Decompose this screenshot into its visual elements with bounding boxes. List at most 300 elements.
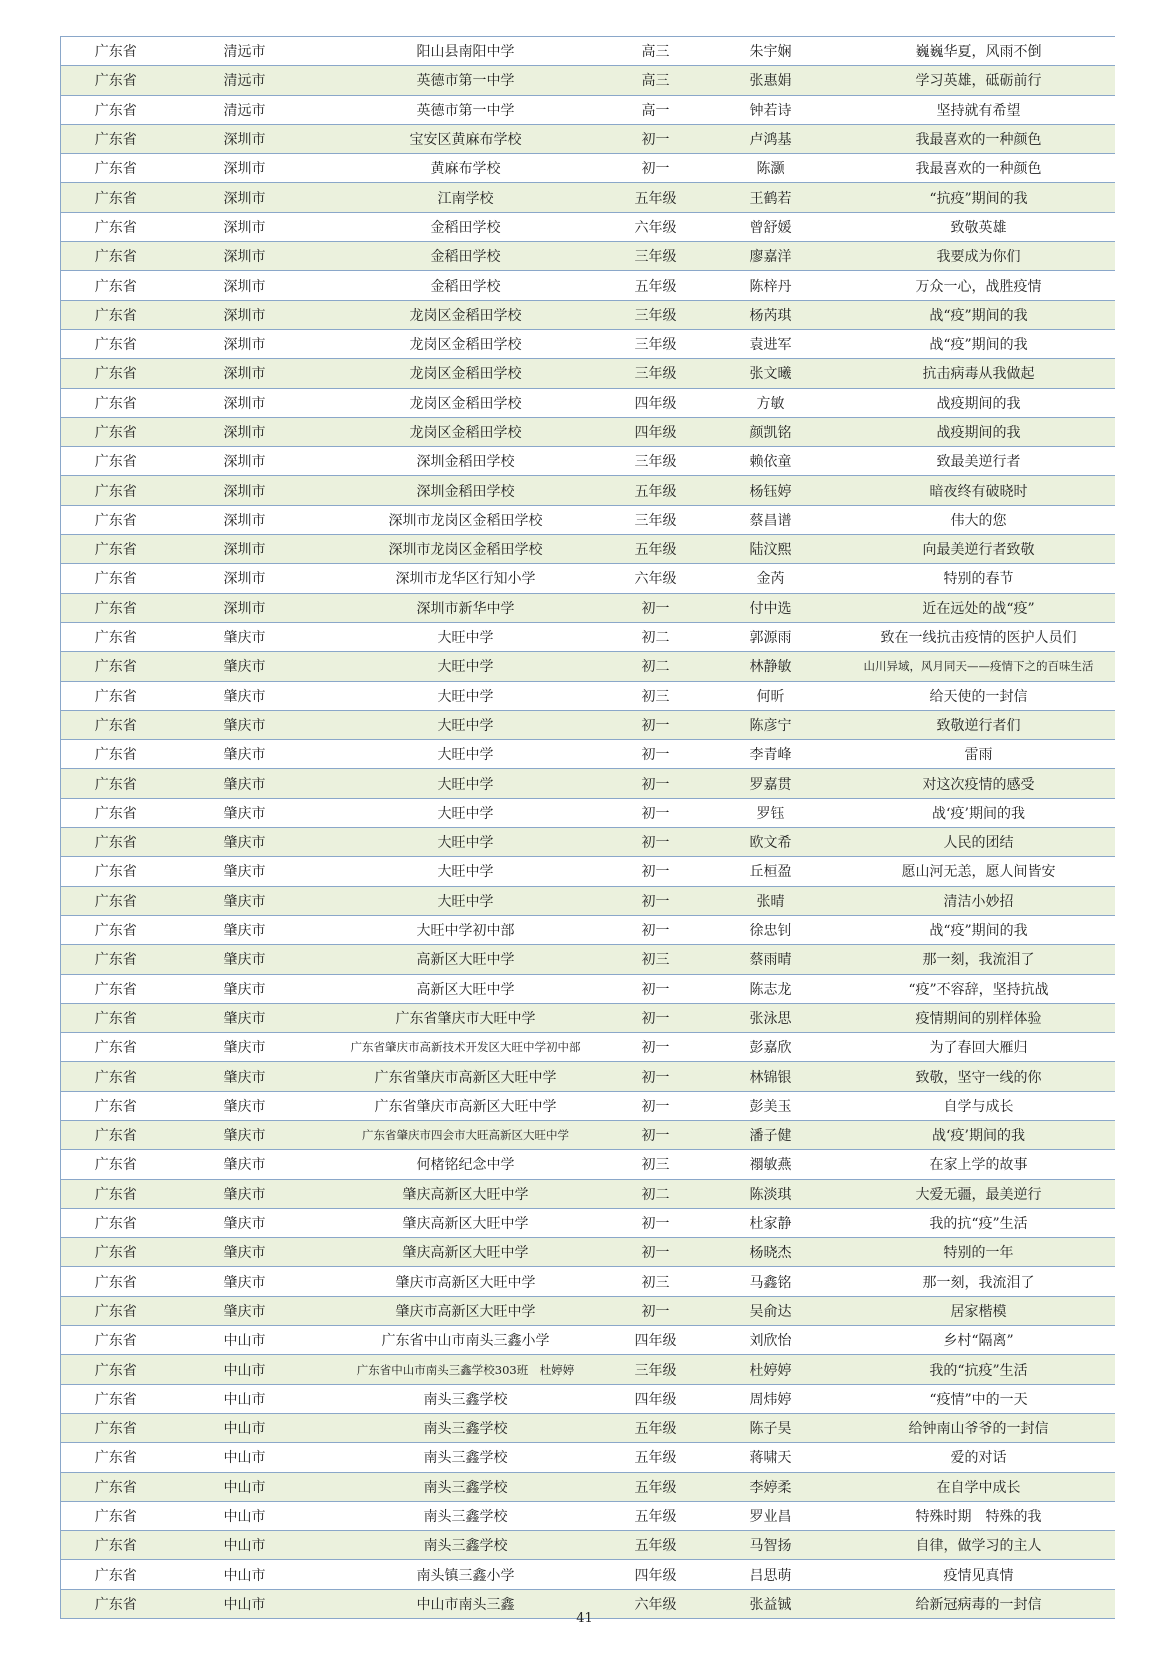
city-cell: 清远市 [171,37,319,66]
essay-title-cell: 大爱无疆，最美逆行 [843,1179,1115,1208]
student-name-cell: 郭源雨 [699,622,843,651]
city-cell: 深圳市 [171,447,319,476]
grade-cell: 四年级 [613,1326,699,1355]
city-cell: 中山市 [171,1413,319,1442]
essay-title-cell: 暗夜终有破晓时 [843,476,1115,505]
school-cell: 肇庆高新区大旺中学 [319,1238,613,1267]
city-cell: 深圳市 [171,212,319,241]
student-name-cell: 杨钰婷 [699,476,843,505]
city-cell: 深圳市 [171,329,319,358]
essay-title-cell: 那一刻，我流泪了 [843,1267,1115,1296]
student-name-cell: 蒋啸天 [699,1443,843,1472]
province-cell: 广东省 [61,1091,171,1120]
province-cell: 广东省 [61,1384,171,1413]
table-row [61,652,1115,681]
student-name-cell: 杨芮琪 [699,300,843,329]
essay-title-cell: 致敬英雄 [843,212,1115,241]
city-cell: 中山市 [171,1355,319,1384]
school-cell: 大旺中学 [319,886,613,915]
student-name-cell: 陈淡琪 [699,1179,843,1208]
school-cell: 宝安区黄麻布学校 [319,124,613,153]
city-cell: 肇庆市 [171,1208,319,1237]
city-cell: 中山市 [171,1531,319,1560]
grade-cell: 五年级 [613,1531,699,1560]
province-cell: 广东省 [61,242,171,271]
city-cell: 肇庆市 [171,1062,319,1091]
school-cell: 英德市第一中学 [319,66,613,95]
school-cell: 大旺中学 [319,681,613,710]
table-row [61,417,1115,446]
city-cell: 深圳市 [171,535,319,564]
school-cell: 深圳市龙岗区金稻田学校 [319,535,613,564]
essay-title-cell: 为了春回大雁归 [843,1033,1115,1062]
grade-cell: 初一 [613,1003,699,1032]
school-cell: 中山市南头三鑫 [319,1589,613,1618]
school-cell: 大旺中学 [319,828,613,857]
province-cell: 广东省 [61,769,171,798]
province-cell: 广东省 [61,476,171,505]
essay-title-cell: 学习英雄，砥砺前行 [843,66,1115,95]
student-name-cell: 赖依童 [699,447,843,476]
essay-title-cell: 乡村“隔离” [843,1326,1115,1355]
city-cell: 肇庆市 [171,740,319,769]
school-cell: 金稻田学校 [319,271,613,300]
province-cell: 广东省 [61,945,171,974]
table-body [61,37,1115,1619]
student-name-cell: 付中选 [699,593,843,622]
province-cell: 广东省 [61,1443,171,1472]
grade-cell: 四年级 [613,388,699,417]
school-cell: 大旺中学 [319,857,613,886]
student-name-cell: 刘欣怡 [699,1326,843,1355]
table-row [61,1413,1115,1442]
table-row [61,1062,1115,1091]
province-cell: 广东省 [61,37,171,66]
province-cell: 广东省 [61,886,171,915]
province-cell: 广东省 [61,1033,171,1062]
essay-title-cell: 向最美逆行者致敬 [843,535,1115,564]
province-cell: 广东省 [61,1003,171,1032]
student-name-cell: 张泳思 [699,1003,843,1032]
table-row [61,505,1115,534]
table-row [61,271,1115,300]
grade-cell: 四年级 [613,1384,699,1413]
student-name-cell: 袁进军 [699,329,843,358]
grade-cell: 初三 [613,1267,699,1296]
table-row [61,681,1115,710]
province-cell: 广东省 [61,154,171,183]
table-row [61,1150,1115,1179]
essay-title-cell: 特殊时期 特殊的我 [843,1501,1115,1530]
province-cell: 广东省 [61,1501,171,1530]
essay-title-cell: 致敬，坚守一线的你 [843,1062,1115,1091]
table-row [61,1238,1115,1267]
city-cell: 深圳市 [171,505,319,534]
grade-cell: 三年级 [613,505,699,534]
province-cell: 广东省 [61,505,171,534]
grade-cell: 六年级 [613,212,699,241]
grade-cell: 五年级 [613,535,699,564]
province-cell: 广东省 [61,1326,171,1355]
grade-cell: 初一 [613,886,699,915]
essay-title-cell: 战‘疫’期间的我 [843,1120,1115,1149]
student-name-cell: 杜家静 [699,1208,843,1237]
city-cell: 肇庆市 [171,945,319,974]
essay-title-cell: “疫情”中的一天 [843,1384,1115,1413]
essay-title-cell: 战“疫”期间的我 [843,300,1115,329]
grade-cell: 初一 [613,1238,699,1267]
student-name-cell: 张惠娟 [699,66,843,95]
grade-cell: 高三 [613,66,699,95]
province-cell: 广东省 [61,915,171,944]
school-cell: 大旺中学 [319,769,613,798]
grade-cell: 初一 [613,1208,699,1237]
grade-cell: 初一 [613,740,699,769]
essay-title-cell: 自律，做学习的主人 [843,1531,1115,1560]
table-row [61,769,1115,798]
essay-title-cell: 特别的一年 [843,1238,1115,1267]
school-cell: 南头三鑫学校 [319,1413,613,1442]
province-cell: 广东省 [61,271,171,300]
school-cell: 广东省肇庆市大旺中学 [319,1003,613,1032]
grade-cell: 初一 [613,154,699,183]
grade-cell: 初二 [613,652,699,681]
essay-title-cell: 特别的春节 [843,564,1115,593]
essay-title-cell: 万众一心，战胜疫情 [843,271,1115,300]
grade-cell: 三年级 [613,329,699,358]
table-row [61,183,1115,212]
school-cell: 大旺中学 [319,710,613,739]
essay-title-cell: “疫”不容辞，坚持抗战 [843,974,1115,1003]
student-name-cell: 颜凯铭 [699,417,843,446]
table-row [61,622,1115,651]
school-cell: 广东省肇庆市高新区大旺中学 [319,1062,613,1091]
student-name-cell: 欧文希 [699,828,843,857]
city-cell: 中山市 [171,1589,319,1618]
student-name-cell: 蔡昌谱 [699,505,843,534]
school-cell: 深圳金稻田学校 [319,476,613,505]
table-row [61,124,1115,153]
essay-title-cell: 抗击病毒从我做起 [843,359,1115,388]
school-cell: 广东省肇庆市高新区大旺中学 [319,1091,613,1120]
province-cell: 广东省 [61,535,171,564]
student-name-cell: 王鹤若 [699,183,843,212]
essay-title-cell: 巍巍华夏，风雨不倒 [843,37,1115,66]
essay-title-cell: 疫情见真情 [843,1560,1115,1589]
student-name-cell: 朱宇娴 [699,37,843,66]
student-name-cell: 陈子昊 [699,1413,843,1442]
grade-cell: 三年级 [613,1355,699,1384]
province-cell: 广东省 [61,1208,171,1237]
essay-title-cell: 坚持就有希望 [843,95,1115,124]
city-cell: 深圳市 [171,300,319,329]
student-name-cell: 吴俞达 [699,1296,843,1325]
student-name-cell: 李青峰 [699,740,843,769]
table-row [61,857,1115,886]
school-cell: 大旺中学 [319,798,613,827]
grade-cell: 三年级 [613,447,699,476]
grade-cell: 初一 [613,710,699,739]
city-cell: 肇庆市 [171,1296,319,1325]
essay-title-cell: 战疫期间的我 [843,417,1115,446]
province-cell: 广东省 [61,212,171,241]
essay-title-cell: 致在一线抗击疫情的医护人员们 [843,622,1115,651]
essay-title-cell: 我的抗“疫”生活 [843,1208,1115,1237]
school-cell: 大旺中学初中部 [319,915,613,944]
table-row [61,1326,1115,1355]
table-row [61,915,1115,944]
school-cell: 高新区大旺中学 [319,974,613,1003]
city-cell: 肇庆市 [171,1091,319,1120]
grade-cell: 五年级 [613,1472,699,1501]
essay-title-cell: 在家上学的故事 [843,1150,1115,1179]
city-cell: 肇庆市 [171,622,319,651]
table-row [61,388,1115,417]
page-number: 41 [576,1611,593,1626]
city-cell: 深圳市 [171,593,319,622]
city-cell: 深圳市 [171,476,319,505]
table-row [61,886,1115,915]
school-cell: 金稻田学校 [319,212,613,241]
city-cell: 深圳市 [171,271,319,300]
city-cell: 肇庆市 [171,710,319,739]
student-name-cell: 张益铖 [699,1589,843,1618]
school-cell: 肇庆市高新区大旺中学 [319,1296,613,1325]
school-cell: 龙岗区金稻田学校 [319,300,613,329]
grade-cell: 初一 [613,593,699,622]
city-cell: 肇庆市 [171,886,319,915]
school-cell: 南头三鑫学校 [319,1531,613,1560]
grade-cell: 高一 [613,95,699,124]
school-cell: 大旺中学 [319,652,613,681]
school-cell: 广东省肇庆市高新技术开发区大旺中学初中部 [319,1033,613,1062]
essay-title-cell: “抗疫”期间的我 [843,183,1115,212]
school-cell: 大旺中学 [319,622,613,651]
student-name-cell: 陆汶熙 [699,535,843,564]
city-cell: 深圳市 [171,183,319,212]
table-row [61,1003,1115,1032]
province-cell: 广东省 [61,1267,171,1296]
province-cell: 广东省 [61,1296,171,1325]
essay-title-cell: 战“疫”期间的我 [843,329,1115,358]
province-cell: 广东省 [61,828,171,857]
essay-title-cell: 我最喜欢的一种颜色 [843,124,1115,153]
school-cell: 南头三鑫学校 [319,1443,613,1472]
city-cell: 深圳市 [171,124,319,153]
table-row [61,154,1115,183]
student-name-cell: 杜婷婷 [699,1355,843,1384]
city-cell: 肇庆市 [171,1033,319,1062]
province-cell: 广东省 [61,1355,171,1384]
student-name-cell: 丘桓盈 [699,857,843,886]
province-cell: 广东省 [61,564,171,593]
essay-title-cell: 愿山河无恙，愿人间皆安 [843,857,1115,886]
essay-title-cell: 山川异域，风月同天——疫情下之的百味生活 [843,652,1115,681]
student-name-cell: 蔡雨晴 [699,945,843,974]
province-cell: 广东省 [61,974,171,1003]
province-cell: 广东省 [61,740,171,769]
province-cell: 广东省 [61,1589,171,1618]
province-cell: 广东省 [61,124,171,153]
school-cell: 金稻田学校 [319,242,613,271]
grade-cell: 五年级 [613,1443,699,1472]
grade-cell: 六年级 [613,564,699,593]
student-name-cell: 罗嘉贯 [699,769,843,798]
student-name-cell: 李婷柔 [699,1472,843,1501]
table-row [61,1472,1115,1501]
city-cell: 深圳市 [171,242,319,271]
essay-title-cell: 致最美逆行者 [843,447,1115,476]
school-cell: 深圳金稻田学校 [319,447,613,476]
city-cell: 肇庆市 [171,857,319,886]
table-row [61,828,1115,857]
table-row [61,1208,1115,1237]
student-name-cell: 何昕 [699,681,843,710]
student-name-cell: 廖嘉洋 [699,242,843,271]
table-row [61,329,1115,358]
table-row [61,212,1115,241]
city-cell: 深圳市 [171,154,319,183]
table-row [61,95,1115,124]
student-name-cell: 马鑫铭 [699,1267,843,1296]
essay-title-cell: 居家楷模 [843,1296,1115,1325]
province-cell: 广东省 [61,95,171,124]
essay-title-cell: 我的“抗疫”生活 [843,1355,1115,1384]
student-name-cell: 陈彦宁 [699,710,843,739]
city-cell: 中山市 [171,1326,319,1355]
province-cell: 广东省 [61,593,171,622]
table-row [61,1355,1115,1384]
table-row [61,945,1115,974]
grade-cell: 初一 [613,1120,699,1149]
province-cell: 广东省 [61,1062,171,1091]
student-name-cell: 林锦银 [699,1062,843,1091]
grade-cell: 三年级 [613,359,699,388]
grade-cell: 三年级 [613,300,699,329]
table-row [61,1443,1115,1472]
province-cell: 广东省 [61,1150,171,1179]
table-row [61,710,1115,739]
province-cell: 广东省 [61,622,171,651]
grade-cell: 三年级 [613,242,699,271]
city-cell: 清远市 [171,66,319,95]
essay-title-cell: 我要成为你们 [843,242,1115,271]
city-cell: 深圳市 [171,564,319,593]
table-row [61,1560,1115,1589]
essay-title-cell: 自学与成长 [843,1091,1115,1120]
table-row [61,974,1115,1003]
table-row [61,740,1115,769]
table-row [61,1531,1115,1560]
table-row [61,593,1115,622]
city-cell: 中山市 [171,1443,319,1472]
essay-title-cell: 人民的团结 [843,828,1115,857]
essay-title-cell: 战“疫”期间的我 [843,915,1115,944]
school-cell: 何楮铭纪念中学 [319,1150,613,1179]
province-cell: 广东省 [61,447,171,476]
city-cell: 肇庆市 [171,915,319,944]
school-cell: 黄麻布学校 [319,154,613,183]
province-cell: 广东省 [61,1120,171,1149]
student-name-cell: 张文曦 [699,359,843,388]
grade-cell: 初一 [613,857,699,886]
student-name-cell: 陈梓丹 [699,271,843,300]
school-cell: 南头三鑫学校 [319,1472,613,1501]
school-cell: 肇庆市高新区大旺中学 [319,1267,613,1296]
school-cell: 深圳市龙华区行知小学 [319,564,613,593]
student-name-cell: 徐忠钊 [699,915,843,944]
table-row [61,1296,1115,1325]
essay-title-cell: 战‘疫’期间的我 [843,798,1115,827]
table-row [61,535,1115,564]
table-row [61,66,1115,95]
grade-cell: 五年级 [613,271,699,300]
grade-cell: 初三 [613,945,699,974]
school-cell: 江南学校 [319,183,613,212]
province-cell: 广东省 [61,652,171,681]
table-row [61,37,1115,66]
grade-cell: 四年级 [613,417,699,446]
student-name-cell: 卢鸿基 [699,124,843,153]
school-cell: 大旺中学 [319,740,613,769]
essay-title-cell: 战疫期间的我 [843,388,1115,417]
grade-cell: 初一 [613,974,699,1003]
school-cell: 南头三鑫学校 [319,1501,613,1530]
grade-cell: 五年级 [613,1501,699,1530]
city-cell: 中山市 [171,1472,319,1501]
grade-cell: 五年级 [613,183,699,212]
student-name-cell: 马智扬 [699,1531,843,1560]
student-name-cell: 彭嘉欣 [699,1033,843,1062]
school-cell: 肇庆高新区大旺中学 [319,1208,613,1237]
school-cell: 肇庆高新区大旺中学 [319,1179,613,1208]
table-row [61,1179,1115,1208]
school-cell: 广东省中山市南头三鑫小学 [319,1326,613,1355]
grade-cell: 初一 [613,828,699,857]
province-cell: 广东省 [61,183,171,212]
grade-cell: 初一 [613,1091,699,1120]
school-cell: 高新区大旺中学 [319,945,613,974]
essay-title-cell: 在自学中成长 [843,1472,1115,1501]
city-cell: 肇庆市 [171,681,319,710]
grade-cell: 初一 [613,798,699,827]
grade-cell: 初二 [613,622,699,651]
school-cell: 阳山县南阳中学 [319,37,613,66]
province-cell: 广东省 [61,681,171,710]
city-cell: 肇庆市 [171,769,319,798]
city-cell: 中山市 [171,1384,319,1413]
grade-cell: 五年级 [613,476,699,505]
grade-cell: 高三 [613,37,699,66]
province-cell: 广东省 [61,1531,171,1560]
province-cell: 广东省 [61,1238,171,1267]
student-name-cell: 钟若诗 [699,95,843,124]
grade-cell: 初一 [613,769,699,798]
city-cell: 肇庆市 [171,652,319,681]
city-cell: 肇庆市 [171,1179,319,1208]
essay-title-cell: 给天使的一封信 [843,681,1115,710]
table-row [61,1384,1115,1413]
grade-cell: 初二 [613,1179,699,1208]
province-cell: 广东省 [61,1560,171,1589]
student-name-cell: 罗业昌 [699,1501,843,1530]
grade-cell: 初三 [613,1150,699,1179]
student-name-cell: 彭美玉 [699,1091,843,1120]
province-cell: 广东省 [61,857,171,886]
school-cell: 南头镇三鑫小学 [319,1560,613,1589]
city-cell: 肇庆市 [171,1267,319,1296]
student-name-cell: 周炜婷 [699,1384,843,1413]
